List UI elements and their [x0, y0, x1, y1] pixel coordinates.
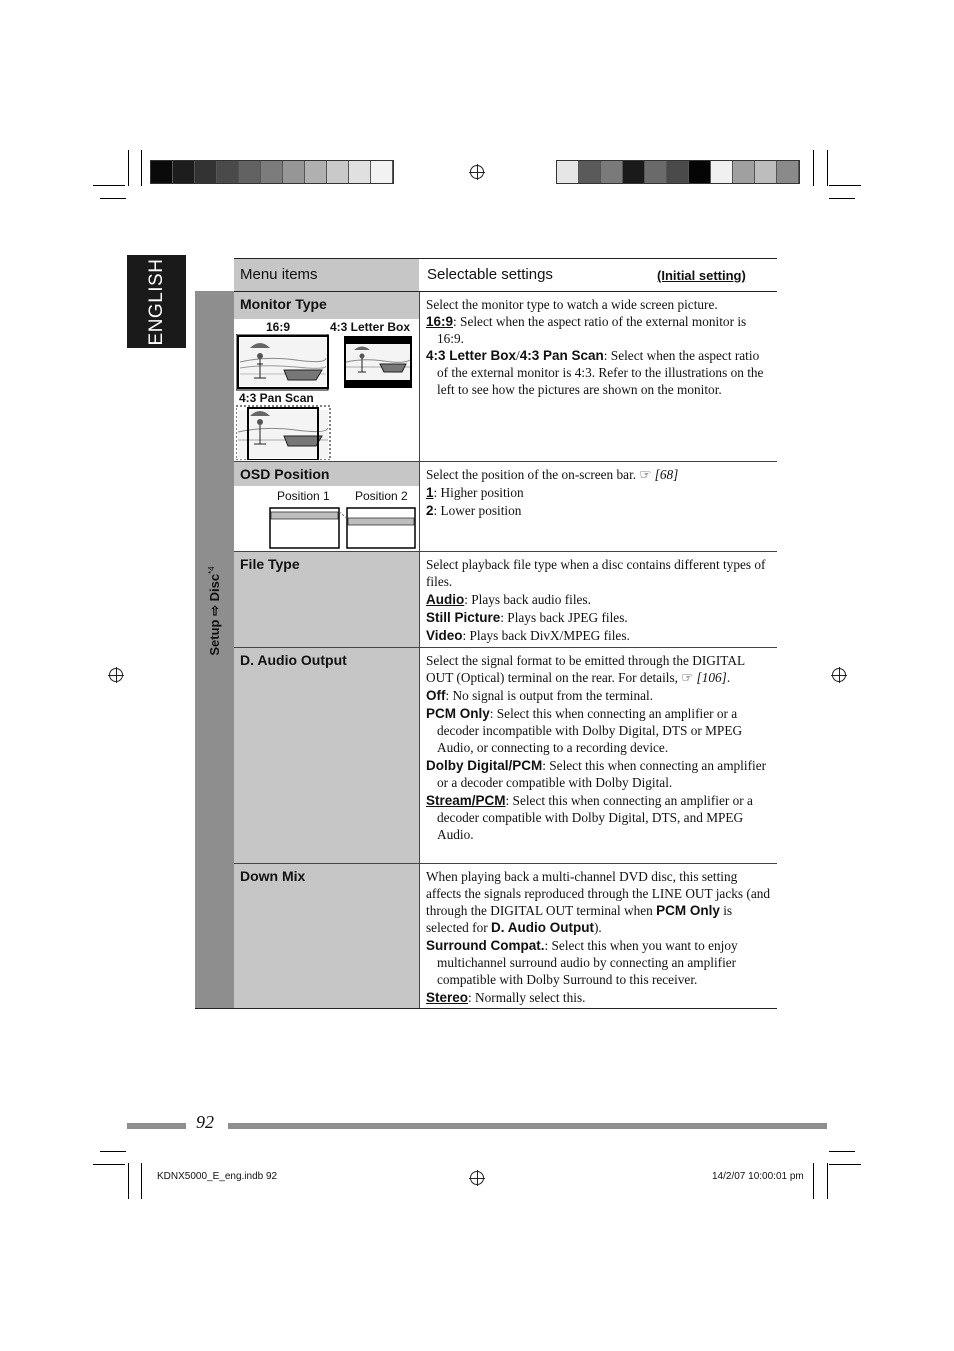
calibration-swatch — [755, 161, 777, 183]
menu-item-down-mix: Down Mix — [240, 868, 306, 884]
footer-timestamp: 14/2/07 10:00:01 pm — [712, 1171, 804, 1182]
option-stereo: Stereo: Normally select this. — [426, 990, 586, 1005]
menu-item-file-type: File Type — [240, 556, 300, 572]
option-off: Off: No signal is output from the terminal. — [426, 688, 654, 703]
crop-mark — [829, 185, 861, 186]
crop-mark — [829, 1151, 855, 1152]
osd-position-illustrations — [268, 505, 418, 551]
monitor-16-9-image — [236, 334, 328, 390]
osd-position-settings — [420, 464, 777, 519]
option-still-picture: Still Picture: Plays back JPEG files. — [426, 610, 628, 625]
calibration-swatch — [173, 161, 195, 183]
calibration-swatch — [689, 161, 711, 183]
calibration-swatch — [557, 161, 579, 183]
crop-mark — [827, 150, 828, 186]
calibration-swatch — [601, 161, 623, 183]
option-4-3: 4:3 Letter Box/4:3 Pan Scan: Select when the aspect ratio of the external monitor is 4:3. Refer to the illustrations on the left to see how the pictures are shown on the monitor. — [426, 348, 764, 397]
calibration-swatch — [371, 161, 393, 183]
page-bar-left — [127, 1123, 186, 1129]
osd-position-intro: Select the position of the on-screen bar. ☞ [68] — [426, 467, 679, 482]
calibration-swatch — [733, 161, 755, 183]
monitor-letter-box-image — [344, 336, 412, 388]
option-stream-pcm: Stream/PCM: Select this when connecting an amplifier or a decoder compatible with Dolby Digital, DTS, and MPEG Audio. — [426, 793, 753, 842]
page-bar-right — [228, 1123, 827, 1129]
calibration-swatch — [777, 161, 799, 183]
crop-mark — [100, 1151, 126, 1152]
calibration-swatch — [349, 161, 371, 183]
crop-mark — [813, 1163, 814, 1199]
monitor-type-intro: Select the monitor type to watch a wide screen picture. — [426, 297, 718, 312]
option-pcm-only: PCM Only: Select this when connecting an amplifier or a decoder incompatible with Dolby Digital, DTS or MPEG Audio, or connecting to a recording device. — [426, 706, 743, 755]
calibration-swatch — [711, 161, 733, 183]
crop-mark — [827, 1163, 828, 1199]
menu-item-monitor-type: Monitor Type — [240, 296, 327, 312]
language-tab — [127, 255, 186, 348]
label-letter-box: 4:3 Letter Box — [330, 320, 411, 334]
registration-mark-icon — [109, 668, 123, 682]
menu-item-osd-position: OSD Position — [240, 466, 330, 482]
row-rule — [234, 863, 777, 864]
down-mix-intro: When playing back a multi-channel DVD disc, this setting affects the signals reproduced through the LINE OUT jacks (and through the DIGITAL OUT terminal when PCM Only is selected for D. Audio Output). — [426, 869, 771, 935]
option-16-9: 16:9: Select when the aspect ratio of the external monitor is 16:9. — [426, 314, 747, 346]
row-rule — [234, 551, 777, 552]
option-video: Video: Plays back DivX/MPEG files. — [426, 628, 630, 643]
calibration-swatch — [645, 161, 667, 183]
crop-mark — [128, 150, 129, 186]
row-rule — [234, 461, 777, 462]
crop-mark — [100, 198, 126, 199]
calibration-swatch — [239, 161, 261, 183]
language-tab-label: ENGLISH — [145, 258, 167, 345]
file-type-intro: Select playback file type when a disc contains different types of files. — [426, 557, 766, 589]
registration-mark-icon — [470, 165, 484, 179]
down-mix-settings — [420, 866, 777, 1006]
calibration-swatch — [283, 161, 305, 183]
option-position-1: 1: Higher position — [426, 485, 524, 500]
monitor-pan-scan-image — [236, 406, 330, 460]
registration-mark-icon — [832, 668, 846, 682]
monitor-type-illustrations — [236, 334, 418, 460]
calibration-swatch — [305, 161, 327, 183]
setup-disc-sidebar — [195, 291, 234, 1008]
crop-mark — [141, 1163, 142, 1199]
label-position-2: Position 2 — [355, 489, 408, 503]
crop-mark — [93, 185, 125, 186]
d-audio-output-intro: Select the signal format to be emitted through the DIGITAL OUT (Optical) terminal on the rear. For details, ☞ [106]. — [426, 653, 745, 685]
option-audio: Audio: Plays back audio files. — [426, 592, 591, 607]
d-audio-output-settings — [420, 650, 777, 843]
label-16-9: 16:9 — [266, 320, 291, 334]
label-position-1: Position 1 — [277, 489, 330, 503]
crop-mark — [829, 198, 855, 199]
crop-mark — [128, 1163, 129, 1199]
calibration-swatch — [579, 161, 601, 183]
sidebar-label: Setup ⇨ Disc$^{*4}$ — [206, 566, 222, 656]
calibration-swatch — [195, 161, 217, 183]
calibration-swatch — [261, 161, 283, 183]
option-surround-compat: Surround Compat.: Select this when you want to enjoy multichannel surround audio by connecting an amplifier compatible with Dolby Surround to this receiver. — [426, 938, 738, 987]
crop-mark — [829, 1164, 861, 1165]
calibration-swatch — [623, 161, 645, 183]
monitor-type-settings — [420, 294, 777, 398]
label-pan-scan: 4:3 Pan Scan — [239, 391, 314, 405]
calibration-swatch — [151, 161, 173, 183]
page-number: 92 — [196, 1112, 214, 1132]
header-initial-setting: (Initial setting) — [657, 268, 746, 283]
row-rule — [234, 647, 777, 648]
calibration-swatch — [217, 161, 239, 183]
calibration-swatch — [667, 161, 689, 183]
calibration-swatch — [327, 161, 349, 183]
footer-file-name: KDNX5000_E_eng.indb 92 — [157, 1171, 278, 1182]
calibration-bar-right — [556, 160, 800, 184]
option-dolby-digital-pcm: Dolby Digital/PCM: Select this when connecting an amplifier or a decoder compatible with Dolby Digital. — [426, 758, 767, 790]
crop-mark — [813, 150, 814, 186]
registration-mark-icon — [470, 1171, 484, 1185]
crop-mark — [141, 150, 142, 186]
header-menu-items: Menu items — [240, 266, 318, 283]
calibration-bar-left — [150, 160, 394, 184]
crop-mark — [93, 1164, 125, 1165]
option-position-2: 2: Lower position — [426, 503, 522, 518]
table-bottom-rule — [195, 1008, 777, 1009]
menu-item-d-audio-output: D. Audio Output — [240, 652, 347, 668]
file-type-settings — [420, 554, 777, 644]
header-selectable-settings: Selectable settings — [427, 266, 553, 283]
